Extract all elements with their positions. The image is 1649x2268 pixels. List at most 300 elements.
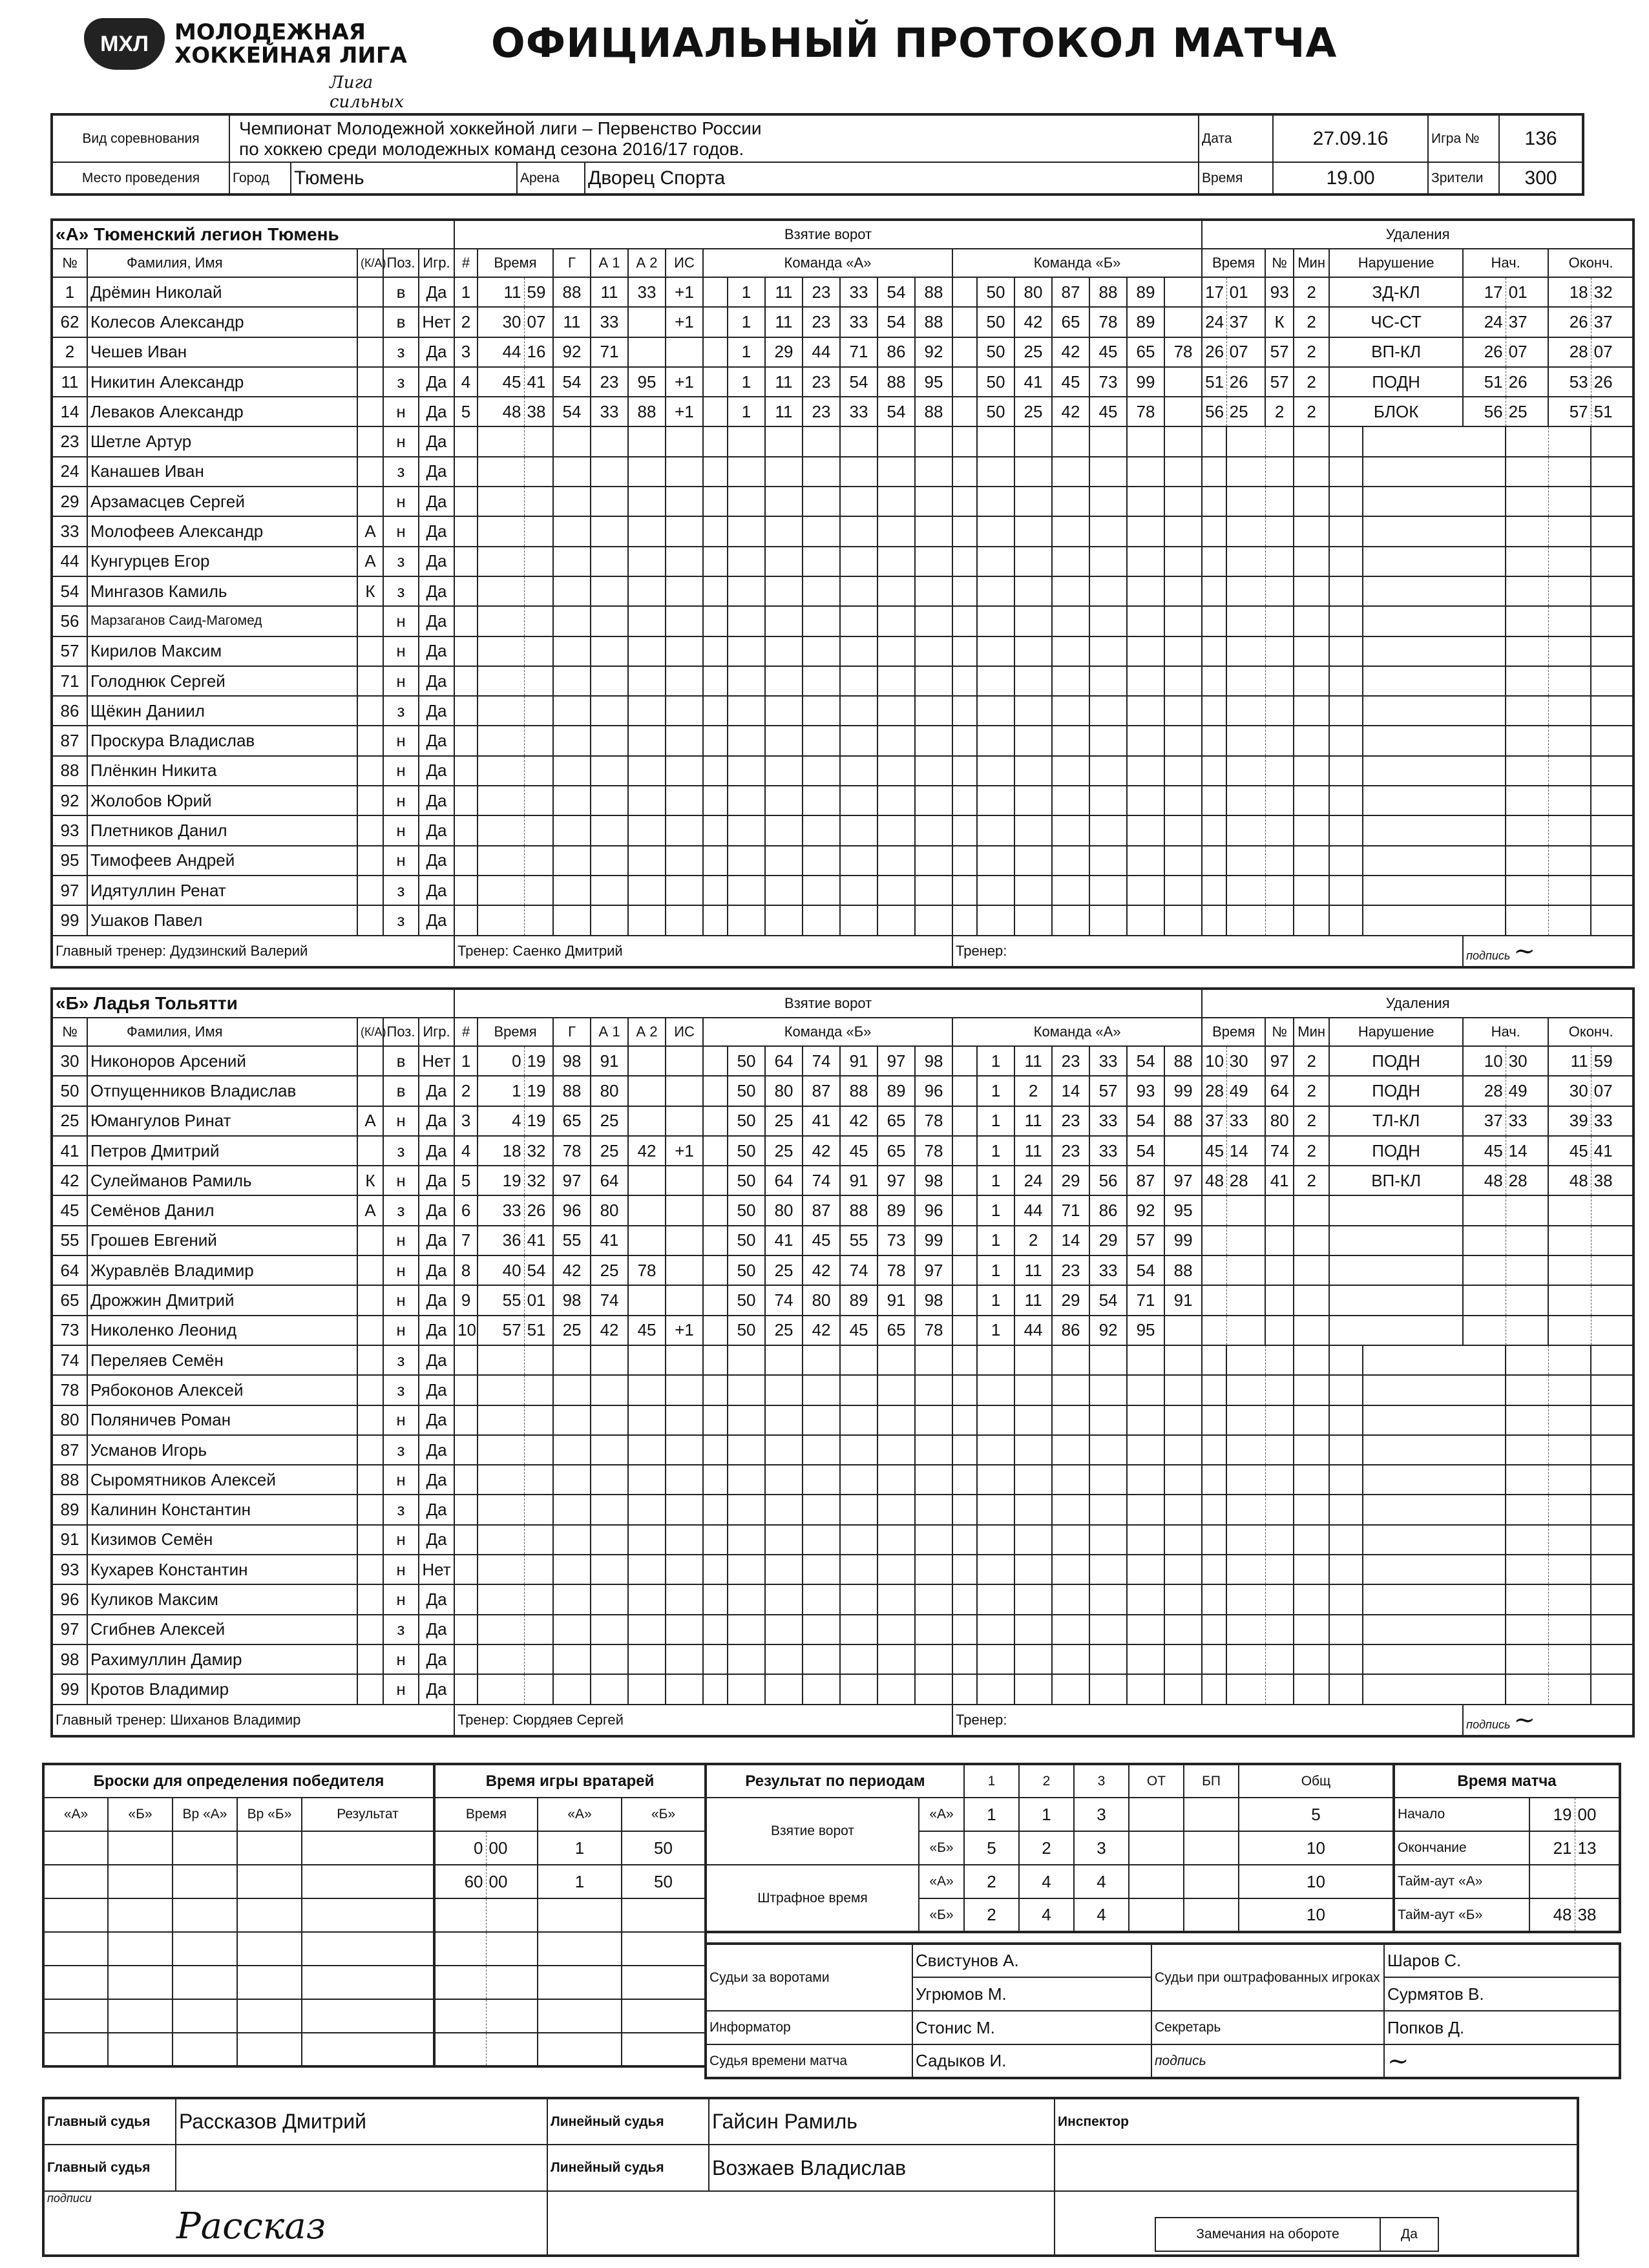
empty-cell bbox=[454, 636, 478, 666]
empty-cell bbox=[1014, 905, 1052, 935]
empty-cell bbox=[1164, 1674, 1202, 1704]
empty-cell bbox=[1329, 457, 1363, 487]
empty-cell bbox=[1548, 1615, 1591, 1644]
opp-on-ice: 71 bbox=[1052, 1195, 1089, 1225]
empty-cell bbox=[952, 516, 977, 546]
empty-cell bbox=[703, 1345, 728, 1375]
empty-cell bbox=[877, 1525, 915, 1555]
empty-cell bbox=[977, 1345, 1014, 1375]
empty-cell bbox=[1294, 1674, 1329, 1704]
pen-minutes: 2 bbox=[1294, 1166, 1329, 1195]
empty-cell bbox=[1294, 1285, 1329, 1315]
empty-cell bbox=[1329, 846, 1363, 876]
empty-cell bbox=[877, 666, 915, 696]
pen-start-sec: 49 bbox=[1506, 1076, 1548, 1106]
goal-number: 3 bbox=[454, 1106, 478, 1136]
goals-a-period: 1 bbox=[964, 1798, 1019, 1831]
empty-cell bbox=[478, 1674, 524, 1704]
goal-scorer: 11 bbox=[553, 307, 591, 337]
empty-cell bbox=[43, 1932, 108, 1966]
logo-badge: МХЛ bbox=[84, 18, 165, 70]
empty-cell bbox=[1052, 547, 1089, 576]
empty-cell bbox=[434, 1966, 486, 1999]
goal-assist2: 88 bbox=[628, 397, 666, 426]
empty-cell bbox=[478, 846, 524, 876]
empty-cell bbox=[840, 786, 877, 815]
empty-cell bbox=[1127, 786, 1164, 815]
opp-on-ice: 42 bbox=[1052, 337, 1089, 367]
empty-cell bbox=[1265, 487, 1294, 516]
empty-cell bbox=[703, 1465, 728, 1495]
empty-cell bbox=[977, 1584, 1014, 1614]
own-on-ice: 11 bbox=[765, 307, 803, 337]
empty-cell bbox=[703, 815, 728, 845]
empty-cell bbox=[703, 516, 728, 546]
goalie-a: 1 bbox=[538, 1831, 622, 1865]
empty-cell bbox=[622, 1999, 706, 2033]
empty-cell bbox=[1127, 666, 1164, 696]
empty-cell bbox=[628, 457, 666, 487]
empty-cell bbox=[1548, 815, 1591, 845]
own-on-ice: 50 bbox=[728, 1316, 765, 1345]
empty-cell bbox=[1089, 1345, 1127, 1375]
player-played: Да bbox=[419, 1345, 454, 1375]
player-row bbox=[52, 1555, 1633, 1584]
empty-cell bbox=[622, 1932, 706, 1966]
player-number: 87 bbox=[52, 1435, 87, 1465]
spacer bbox=[952, 1195, 977, 1225]
empty-cell bbox=[1089, 1375, 1127, 1405]
own-on-ice: 1 bbox=[728, 277, 765, 307]
head-coach-label: Главный тренер: bbox=[56, 1711, 167, 1728]
own-on-ice: 42 bbox=[803, 1316, 840, 1345]
empty-cell bbox=[237, 1932, 302, 1966]
pen-second: 37 bbox=[1226, 307, 1265, 337]
empty-cell bbox=[1164, 1345, 1202, 1375]
goal-assist2 bbox=[628, 1046, 666, 1076]
player-position: в bbox=[383, 307, 419, 337]
empty-cell bbox=[703, 426, 728, 456]
empty-cell bbox=[728, 547, 765, 576]
linesman-label: Линейный судья bbox=[547, 2098, 709, 2145]
empty-cell bbox=[1164, 426, 1202, 456]
empty-cell bbox=[915, 636, 952, 666]
empty-cell bbox=[877, 1584, 915, 1614]
empty-cell bbox=[1202, 1405, 1226, 1435]
empty-cell bbox=[915, 846, 952, 876]
own-on-ice: 65 bbox=[877, 1136, 915, 1166]
empty-cell bbox=[524, 576, 553, 606]
empty-cell bbox=[478, 726, 524, 755]
empty-cell bbox=[1014, 1615, 1052, 1644]
shootout-col: «Б» bbox=[108, 1798, 173, 1831]
remarks-cell bbox=[1055, 2191, 1578, 2256]
penalties-title: Удаления bbox=[1202, 989, 1633, 1018]
opp-on-ice: 50 bbox=[977, 277, 1014, 307]
opp-on-ice: 1 bbox=[977, 1255, 1014, 1285]
col-assist1: А 1 bbox=[591, 249, 628, 277]
empty-cell bbox=[703, 846, 728, 876]
pen-minute: 37 bbox=[1202, 1106, 1226, 1136]
pen-start-min: 10 bbox=[1463, 1046, 1506, 1076]
empty-cell bbox=[728, 1405, 765, 1435]
empty-cell bbox=[1329, 1495, 1363, 1524]
empty-cell bbox=[1548, 726, 1591, 755]
empty-cell bbox=[1329, 1226, 1463, 1255]
player-captain-mark bbox=[357, 337, 383, 367]
opp-on-ice: 1 bbox=[977, 1076, 1014, 1106]
own-on-ice: 98 bbox=[915, 1166, 952, 1195]
empty-cell bbox=[1506, 1644, 1548, 1674]
own-on-ice: 1 bbox=[728, 397, 765, 426]
opp-on-ice: 54 bbox=[1089, 1285, 1127, 1315]
empty-cell bbox=[591, 1615, 628, 1644]
empty-cell bbox=[43, 2033, 108, 2066]
empty-cell bbox=[454, 1405, 478, 1435]
empty-cell bbox=[628, 846, 666, 876]
empty-cell bbox=[840, 1615, 877, 1644]
penalties-title: Удаления bbox=[1202, 220, 1633, 249]
empty-cell bbox=[591, 487, 628, 516]
opp-on-ice bbox=[1164, 1316, 1202, 1345]
empty-cell bbox=[915, 1405, 952, 1435]
empty-cell bbox=[1226, 1525, 1265, 1555]
pen-violation: ПОДН bbox=[1329, 1136, 1463, 1166]
goal-second: 41 bbox=[524, 1226, 553, 1255]
empty-cell bbox=[765, 547, 803, 576]
empty-cell bbox=[591, 1555, 628, 1584]
empty-cell bbox=[108, 1999, 173, 2033]
linesman-label: Линейный судья bbox=[547, 2145, 709, 2191]
player-captain-mark bbox=[357, 1046, 383, 1076]
goal-minute: 40 bbox=[478, 1255, 524, 1285]
empty-cell bbox=[666, 457, 703, 487]
periods-table bbox=[704, 1763, 1395, 1933]
pen-violation: ПОДН bbox=[1329, 367, 1463, 397]
pen-player: 2 bbox=[1265, 397, 1294, 426]
pen-violation: ТЛ-КЛ bbox=[1329, 1106, 1463, 1136]
goal-assist2: 42 bbox=[628, 1136, 666, 1166]
empty-cell bbox=[1202, 1285, 1226, 1315]
empty-cell bbox=[454, 1674, 478, 1704]
empty-cell bbox=[877, 696, 915, 726]
period-col: 3 bbox=[1074, 1764, 1129, 1798]
opp-on-ice: 45 bbox=[1089, 397, 1127, 426]
empty-cell bbox=[1055, 2145, 1578, 2191]
opp-on-ice: 23 bbox=[1052, 1106, 1089, 1136]
player-row bbox=[52, 1345, 1633, 1375]
player-captain-mark bbox=[357, 1345, 383, 1375]
opp-on-ice: 56 bbox=[1089, 1166, 1127, 1195]
empty-cell bbox=[1202, 876, 1226, 905]
player-position: з bbox=[383, 1495, 419, 1524]
player-played: Да bbox=[419, 1316, 454, 1345]
empty-cell bbox=[1226, 1255, 1265, 1285]
player-row bbox=[52, 277, 1633, 307]
empty-cell bbox=[1591, 547, 1633, 576]
empty-cell bbox=[977, 547, 1014, 576]
empty-cell bbox=[524, 1555, 553, 1584]
goal-judges-label: Судьи за воротами bbox=[706, 1944, 912, 2011]
own-on-ice: 73 bbox=[877, 1226, 915, 1255]
col-pen-num: № bbox=[1265, 1018, 1294, 1046]
pen-start-min: 28 bbox=[1463, 1076, 1506, 1106]
period-col: Общ bbox=[1239, 1764, 1394, 1798]
empty-cell bbox=[454, 547, 478, 576]
own-on-ice: 92 bbox=[915, 337, 952, 367]
empty-cell bbox=[1014, 576, 1052, 606]
empty-cell bbox=[1591, 516, 1633, 546]
player-position: н bbox=[383, 726, 419, 755]
own-on-ice: 41 bbox=[803, 1106, 840, 1136]
empty-cell bbox=[952, 1345, 977, 1375]
empty-cell bbox=[666, 666, 703, 696]
col-pen-start: Нач. bbox=[1463, 1018, 1548, 1046]
empty-cell bbox=[977, 1375, 1014, 1405]
pen-minutes: 2 bbox=[1294, 1136, 1329, 1166]
empty-cell bbox=[877, 1615, 915, 1644]
pen-second: 07 bbox=[1226, 337, 1265, 367]
empty-cell bbox=[628, 905, 666, 935]
empty-cell bbox=[952, 905, 977, 935]
empty-cell bbox=[915, 1465, 952, 1495]
goal-scorer: 92 bbox=[553, 337, 591, 367]
own-on-ice: 25 bbox=[765, 1106, 803, 1136]
empty-cell bbox=[703, 1615, 728, 1644]
empty-cell bbox=[1506, 786, 1548, 815]
opp-on-ice: 92 bbox=[1127, 1195, 1164, 1225]
empty-cell bbox=[1294, 516, 1329, 546]
player-row bbox=[52, 1136, 1633, 1166]
match-start-minute: 19 bbox=[1529, 1798, 1575, 1831]
empty-cell bbox=[553, 457, 591, 487]
empty-cell bbox=[803, 1555, 840, 1584]
empty-cell bbox=[1363, 1465, 1506, 1495]
shootout-col: Вр «А» bbox=[173, 1798, 237, 1831]
empty-cell bbox=[1591, 815, 1633, 845]
goal-second: 16 bbox=[524, 337, 553, 367]
empty-cell bbox=[977, 636, 1014, 666]
team-signature bbox=[1463, 936, 1633, 967]
goal-assist2 bbox=[628, 1195, 666, 1225]
goal-second: 32 bbox=[524, 1166, 553, 1195]
player-played: Да bbox=[419, 1495, 454, 1524]
empty-cell bbox=[1294, 1555, 1329, 1584]
empty-cell bbox=[454, 786, 478, 815]
empty-cell bbox=[553, 786, 591, 815]
goal-judge-2: Угрюмов М. bbox=[912, 1977, 1151, 2011]
empty-cell bbox=[840, 1435, 877, 1465]
col-pen-violation: Нарушение bbox=[1329, 1018, 1463, 1046]
empty-cell bbox=[1265, 1525, 1294, 1555]
empty-cell bbox=[1506, 1525, 1548, 1555]
empty-cell bbox=[977, 1615, 1014, 1644]
opp-on-ice: 23 bbox=[1052, 1136, 1089, 1166]
empty-cell bbox=[977, 666, 1014, 696]
opp-on-ice: 93 bbox=[1127, 1076, 1164, 1106]
empty-cell bbox=[478, 905, 524, 935]
empty-cell bbox=[591, 876, 628, 905]
empty-cell bbox=[1052, 487, 1089, 516]
player-captain-mark bbox=[357, 1495, 383, 1524]
player-row bbox=[52, 1375, 1633, 1405]
goal-assist2 bbox=[628, 307, 666, 337]
player-captain-mark bbox=[357, 1316, 383, 1345]
empty-cell bbox=[1052, 786, 1089, 815]
empty-cell bbox=[454, 876, 478, 905]
col-pen-start: Нач. bbox=[1463, 249, 1548, 277]
goals-a-period: 5 bbox=[1239, 1798, 1394, 1831]
empty-cell bbox=[765, 606, 803, 636]
empty-cell bbox=[765, 786, 803, 815]
empty-cell bbox=[1363, 1615, 1506, 1644]
penalty-judge-2: Сурмятов В. bbox=[1384, 1977, 1620, 2011]
empty-cell bbox=[1089, 846, 1127, 876]
player-number: 73 bbox=[52, 1316, 87, 1345]
goal-minute: 30 bbox=[478, 307, 524, 337]
empty-cell bbox=[1329, 1584, 1363, 1614]
pen-second: 33 bbox=[1226, 1106, 1265, 1136]
empty-cell bbox=[553, 756, 591, 786]
player-number: 71 bbox=[52, 666, 87, 696]
empty-cell bbox=[1329, 1644, 1363, 1674]
empty-cell bbox=[1506, 606, 1548, 636]
pen-start-sec: 01 bbox=[1506, 277, 1548, 307]
empty-cell bbox=[591, 846, 628, 876]
player-position: н bbox=[383, 1674, 419, 1704]
player-position: н bbox=[383, 487, 419, 516]
spacer bbox=[952, 397, 977, 426]
empty-cell bbox=[486, 1999, 538, 2033]
empty-cell bbox=[803, 516, 840, 546]
empty-cell bbox=[591, 1465, 628, 1495]
empty-cell bbox=[728, 756, 765, 786]
opp-on-ice: 50 bbox=[977, 307, 1014, 337]
empty-cell bbox=[952, 1375, 977, 1405]
logo-line1: МОЛОДЕЖНАЯ bbox=[174, 19, 366, 45]
timeout-a-minute bbox=[1529, 1865, 1575, 1898]
player-number: 33 bbox=[52, 516, 87, 546]
empty-cell bbox=[952, 487, 977, 516]
player-row bbox=[52, 606, 1633, 636]
goal-minute: 4 bbox=[478, 1106, 524, 1136]
player-name: Сгибнев Алексей bbox=[87, 1615, 357, 1644]
empty-cell bbox=[915, 756, 952, 786]
own-on-ice: 50 bbox=[728, 1136, 765, 1166]
player-name: Арзамасцев Сергей bbox=[87, 487, 357, 516]
empty-cell bbox=[803, 457, 840, 487]
goal-minute: 45 bbox=[478, 367, 524, 397]
empty-cell bbox=[1506, 876, 1548, 905]
empty-cell bbox=[524, 487, 553, 516]
empty-cell bbox=[1294, 1195, 1329, 1225]
empty-cell bbox=[1294, 1405, 1329, 1435]
empty-cell bbox=[1226, 457, 1265, 487]
goal-scorer: 42 bbox=[553, 1255, 591, 1285]
empty-cell bbox=[877, 487, 915, 516]
player-captain-mark bbox=[357, 1525, 383, 1555]
empty-cell bbox=[803, 1465, 840, 1495]
empty-cell bbox=[553, 1555, 591, 1584]
pim-b-period bbox=[1184, 1898, 1239, 1932]
opp-on-ice: 29 bbox=[1052, 1285, 1089, 1315]
empty-cell bbox=[478, 696, 524, 726]
empty-cell bbox=[1265, 1584, 1294, 1614]
player-position: н bbox=[383, 846, 419, 876]
empty-cell bbox=[952, 636, 977, 666]
opp-on-ice: 78 bbox=[1164, 337, 1202, 367]
empty-cell bbox=[1591, 846, 1633, 876]
pen-end-sec: 07 bbox=[1591, 1076, 1633, 1106]
player-played: Да bbox=[419, 786, 454, 815]
empty-cell bbox=[1591, 487, 1633, 516]
empty-cell bbox=[628, 1435, 666, 1465]
col-own-team: Команда «Б» bbox=[703, 1018, 952, 1046]
empty-cell bbox=[703, 1405, 728, 1435]
empty-cell bbox=[977, 786, 1014, 815]
empty-cell bbox=[952, 1584, 977, 1614]
empty-cell bbox=[1226, 815, 1265, 845]
empty-cell bbox=[765, 1345, 803, 1375]
empty-cell bbox=[1591, 1345, 1633, 1375]
opp-on-ice: 11 bbox=[1014, 1255, 1052, 1285]
goal-minute: 44 bbox=[478, 337, 524, 367]
empty-cell bbox=[1294, 846, 1329, 876]
own-on-ice: 97 bbox=[877, 1166, 915, 1195]
goal-minute: 57 bbox=[478, 1316, 524, 1345]
opp-on-ice: 89 bbox=[1127, 277, 1164, 307]
empty-cell bbox=[486, 1966, 538, 1999]
league-logo bbox=[84, 18, 420, 112]
player-captain-mark bbox=[357, 905, 383, 935]
empty-cell bbox=[1089, 576, 1127, 606]
player-row bbox=[52, 576, 1633, 606]
time-label: Время bbox=[1199, 162, 1273, 194]
empty-cell bbox=[1164, 1405, 1202, 1435]
empty-cell bbox=[478, 1615, 524, 1644]
empty-cell bbox=[1591, 426, 1633, 456]
spacer bbox=[703, 1195, 728, 1225]
empty-cell bbox=[237, 1831, 302, 1865]
player-name: Жолобов Юрий bbox=[87, 786, 357, 815]
empty-cell bbox=[591, 756, 628, 786]
empty-cell bbox=[915, 876, 952, 905]
player-number: 93 bbox=[52, 1555, 87, 1584]
goal-assist1: 11 bbox=[591, 277, 628, 307]
player-row bbox=[52, 1316, 1633, 1345]
goal-assist1: 25 bbox=[591, 1255, 628, 1285]
empty-cell bbox=[1294, 487, 1329, 516]
coach-name: Сюрдяев Сергей bbox=[512, 1711, 624, 1728]
empty-cell bbox=[1014, 1495, 1052, 1524]
empty-cell bbox=[173, 1865, 237, 1898]
own-on-ice: 80 bbox=[765, 1076, 803, 1106]
player-name: Куликов Максим bbox=[87, 1584, 357, 1614]
opp-on-ice: 1 bbox=[977, 1106, 1014, 1136]
empty-cell bbox=[478, 1405, 524, 1435]
empty-cell bbox=[1089, 606, 1127, 636]
empty-cell bbox=[1591, 457, 1633, 487]
empty-cell bbox=[1506, 1495, 1548, 1524]
empty-cell bbox=[1329, 1375, 1363, 1405]
empty-cell bbox=[553, 726, 591, 755]
empty-cell bbox=[765, 1644, 803, 1674]
empty-cell bbox=[1226, 1584, 1265, 1614]
player-position: н bbox=[383, 1106, 419, 1136]
empty-cell bbox=[840, 1465, 877, 1495]
empty-cell bbox=[553, 516, 591, 546]
player-row bbox=[52, 337, 1633, 367]
